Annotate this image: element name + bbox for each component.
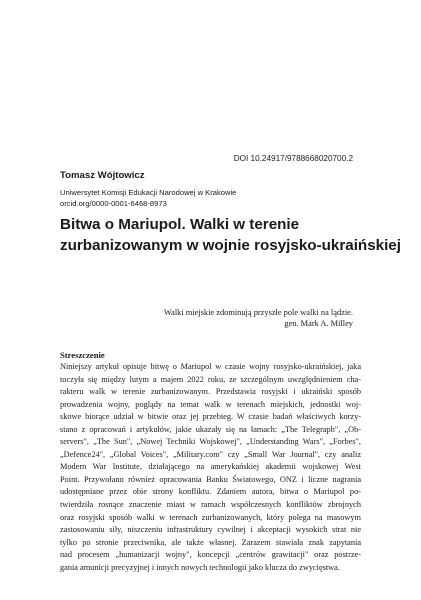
abstract-line: Point. Przywołano również opracowania Banku Światowego, ONZ i liczne nagrania [60, 474, 361, 484]
abstract-line: servers", „The Sun", „Nowej Techniki Wojskowej", „Understanding Wars", „Forbes", [60, 437, 361, 447]
abstract-line: „Defence24", „Global Voices", „Military.com" czy „Small War Journal", czy analiz [60, 449, 361, 459]
abstract-line: tylko po stronie przeciwnika, ale także własnej. Zarazem stawiała znak zapytania [60, 537, 361, 547]
abstract-line: Niniejszy artykuł opisuje bitwę o Mariupol w czasie wojny rosyjsko-ukraińskiej, jaka [60, 362, 361, 371]
abstract-line: Modern War Institute, działającego na amerykańskiej akademii wojskowej West [60, 462, 361, 472]
author-orcid: orcid.org/0000-0001-6468-8973 [60, 198, 167, 208]
abstract-heading: Streszczenie [60, 350, 105, 360]
abstract-line: stano z opracowań i artykułów, jakie ukazały się na łamach: „The Telegraph", „Ob- [60, 424, 361, 434]
epigraph-attribution: gen. Mark A. Milley [284, 318, 353, 328]
doi-label: DOI 10.24917/9788668020700.2 [233, 154, 353, 163]
abstract-line: toczyła się między lutym a majem 2022 roku, ze szczególnym uwzględnieniem cha- [60, 374, 361, 384]
article-title [60, 214, 401, 256]
abstract-line: zastosowaniu siły, niszczeniu infrastruktury cywilnej i akceptacji wysokich strat nie [60, 525, 361, 535]
abstract-body [60, 361, 361, 574]
abstract-line: twierdziła rosnące znaczenie miast w ramach współczesnych konfliktów zbrojnych [60, 500, 361, 510]
epigraph [164, 308, 353, 329]
author-affiliation: Uniwersytet Komisji Edukacji Narodowej w Krakowie [60, 188, 237, 197]
epigraph-quote: Walki miejskie zdominują przyszłe pole walki na lądzie. [163, 308, 353, 317]
article-title-line: Bitwa o Mariupol. Walki w terenie [60, 216, 300, 233]
abstract-line: rakteru walk w terenie zurbanizowanym. Przedstawia rosyjski i ukraiński sposób [60, 387, 361, 397]
abstract-line: nad procesem „humanizacji wojny", koncepcji „centrów grawitacji" oraz postrze- [60, 550, 361, 560]
abstract-line: gania amunicji precyzyjnej i innych nowych technologii jako klucza do zwycięstwa. [60, 562, 340, 572]
abstract-line: udostępniane przez obie strony konfliktu. Zdaniem autora, bitwa o Mariupol po- [60, 487, 361, 497]
author-block [60, 170, 360, 209]
abstract-line: oraz rosyjski sposób walki w terenach zurbanizowanych, który polega na masowym [60, 512, 361, 522]
abstract-line: prowadzenia wojny, poglądy na temat walk w terenach miejskich, jednostki woj- [60, 399, 361, 409]
abstract-line: skowe biorące udział w bitwie oraz jej przebieg. W czasie badań właściwych korzy- [60, 412, 361, 422]
author-name: Tomasz Wójtowicz [60, 170, 145, 181]
article-title-line: zurbanizowanym w wojnie rosyjsko-ukraińskiej [60, 237, 401, 254]
